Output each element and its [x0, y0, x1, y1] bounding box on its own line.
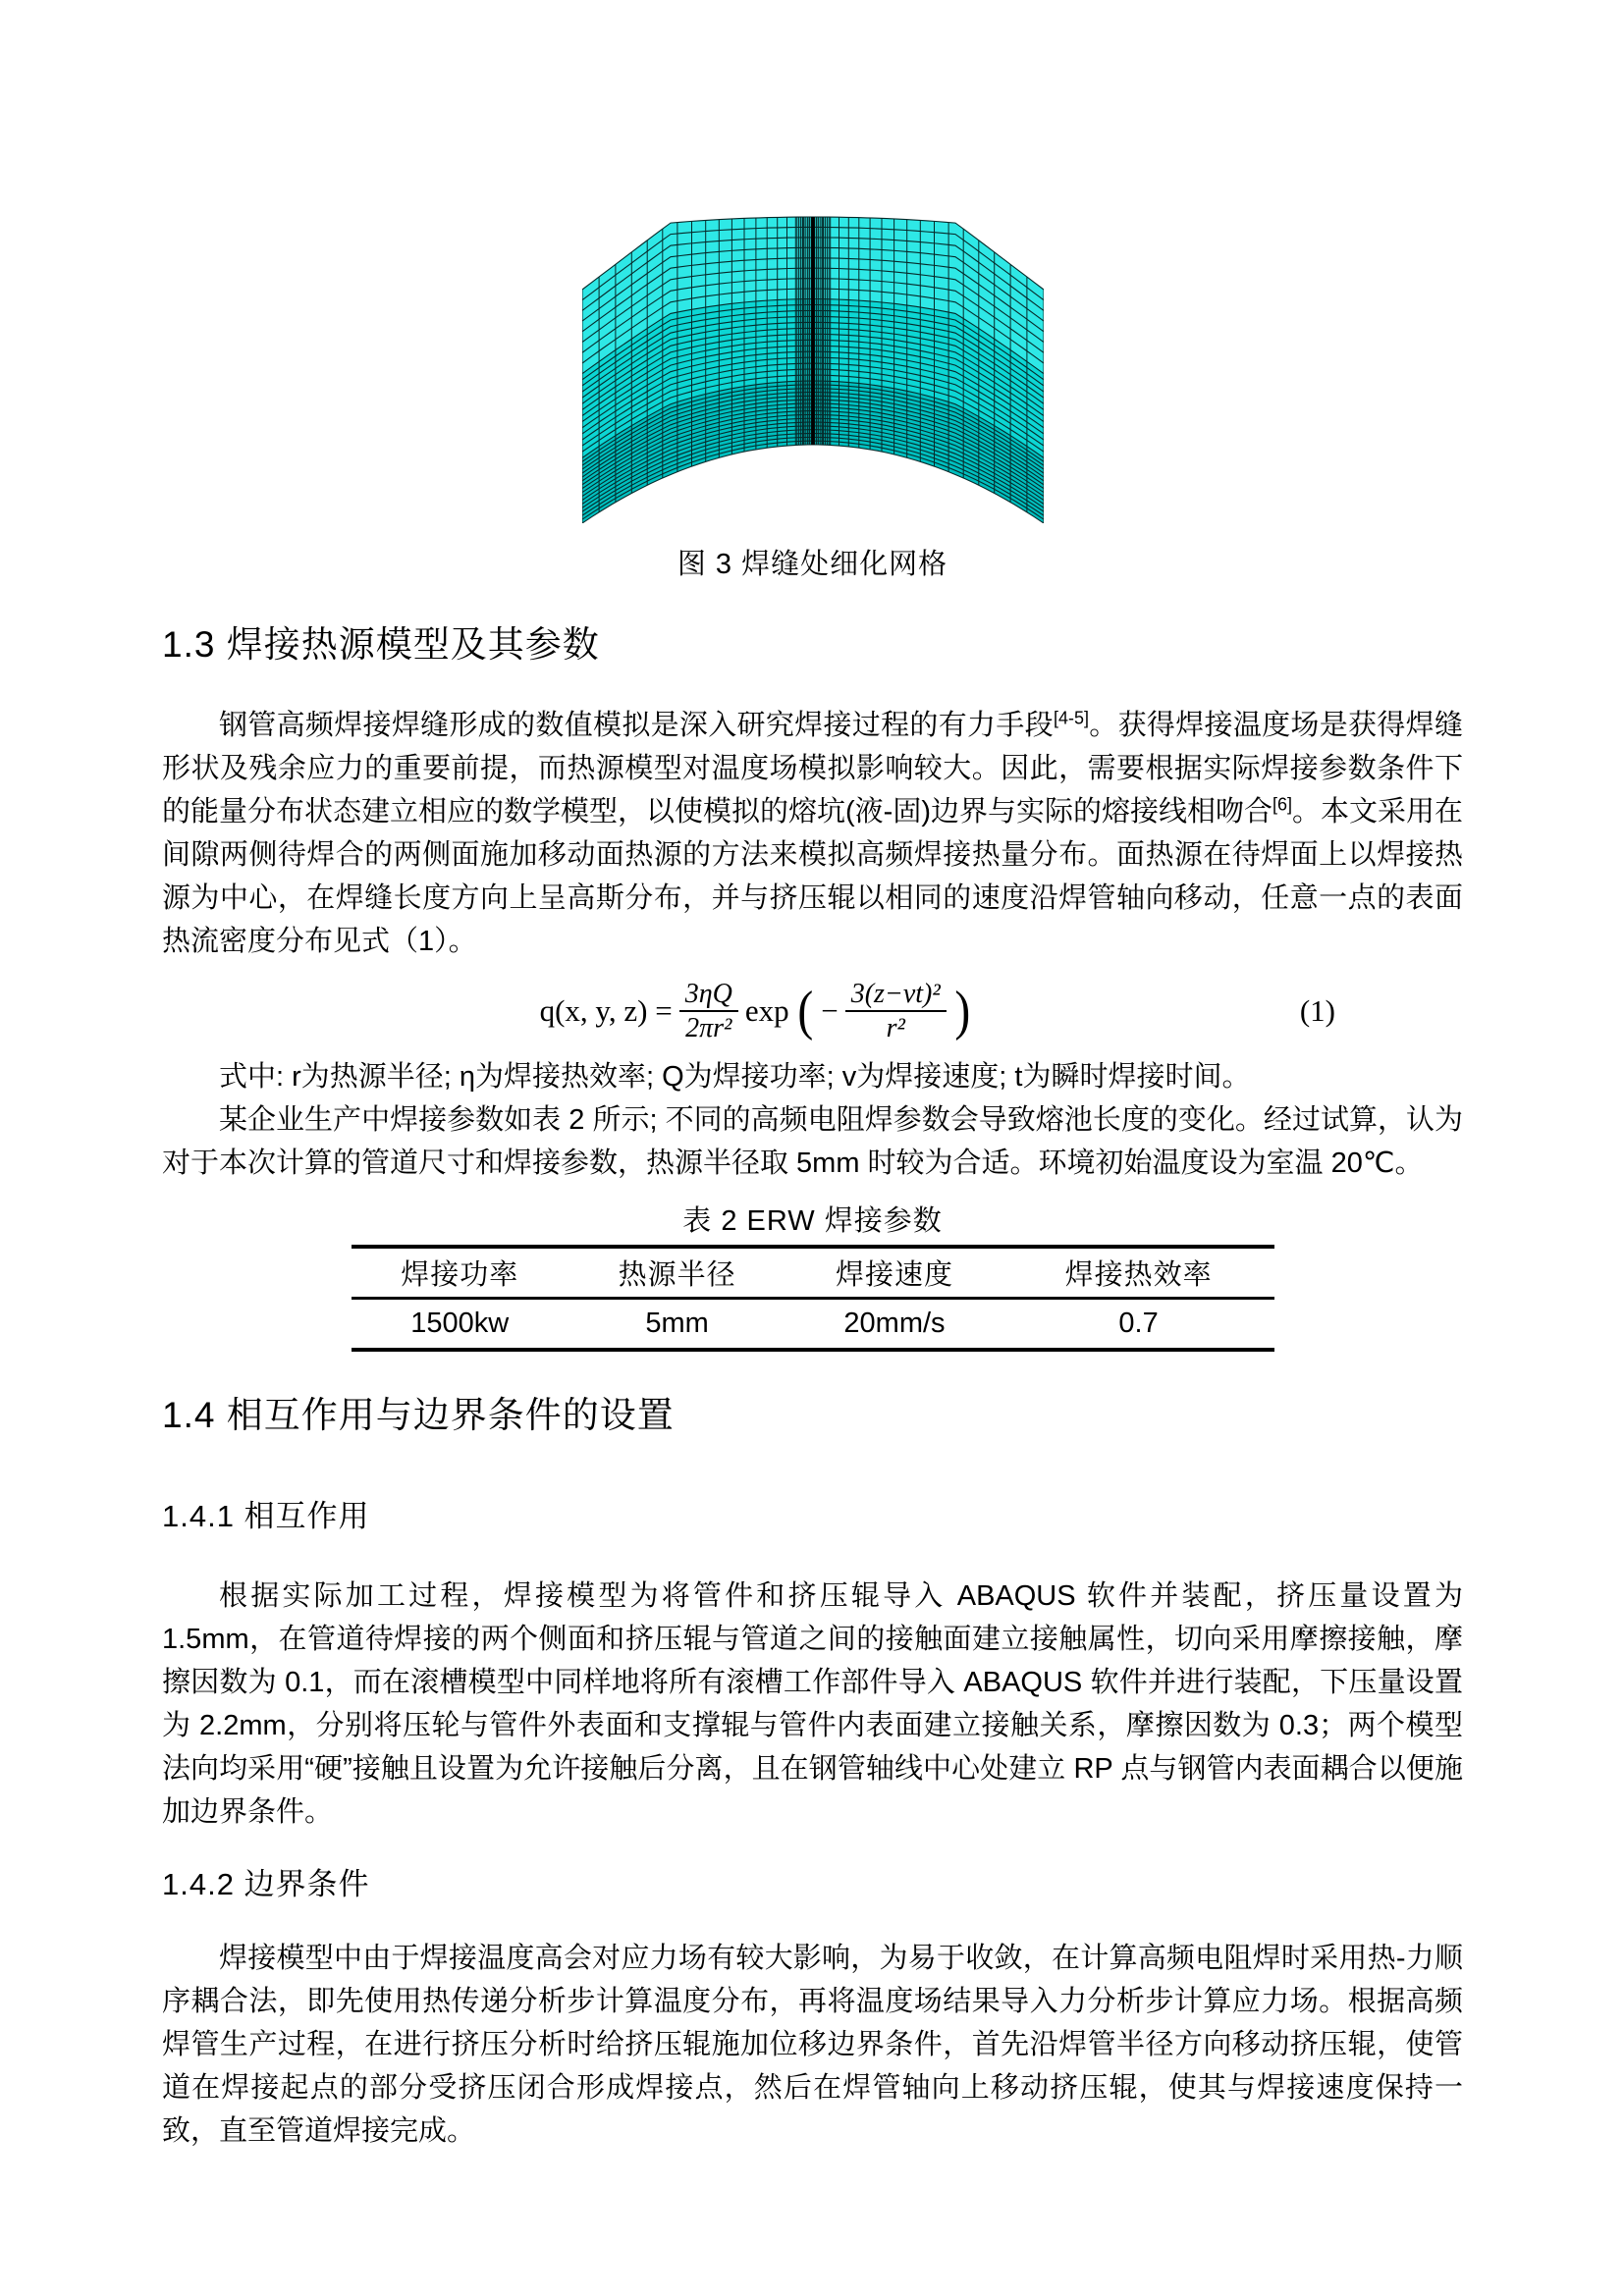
- paragraph-interaction: 根据实际加工过程，焊接模型为将管件和挤压辊导入 ABAQUS 软件并装配，挤压量设置为 1.5mm，在管道待焊接的两个侧面和挤压辊与管道之间的接触面建立接触属性，切向采用摩擦接触，摩擦因数为 0.1，而在滚槽模型中同样地将所有滚槽工作部件导入 ABAQUS 软件并进行装配，下压量设置为 2.2mm，分别将压轮与管件外表面和支撑辊与管件内表面建立接触关系，摩擦因数为 0.3；两个模型法向均采用“硬”接触且设置为允许接触后分离，且在钢管轴线中心处建立 RP 点与钢管内表面耦合以便施加边界条件。: [162, 1580, 1463, 1828]
- table-row: [352, 1299, 1274, 1351]
- fraction-denominator: r²: [886, 1013, 905, 1043]
- open-paren: (: [796, 981, 813, 1041]
- fraction-denominator: 2πr²: [685, 1013, 732, 1043]
- table-header-cell: 焊接功率: [352, 1247, 568, 1299]
- figure-3: [162, 0, 1463, 582]
- equation-lhs: q(x, y, z) =: [539, 993, 673, 1028]
- subsection-heading-1-4-2: 1.4.2 边界条件: [162, 1867, 370, 1901]
- table-header-cell: 焊接速度: [785, 1247, 1002, 1299]
- fraction-numerator: 3(z−vt)²: [845, 979, 947, 1012]
- paragraph-welding-params: 某企业生产中焊接参数如表 2 所示; 不同的高频电阻焊参数会导致熔池长度的变化。经过试算，认为对于本次计算的管道尺寸和焊接参数，热源半径取 5mm 时较为合适。环境初始温度设为室温 20℃。: [162, 1104, 1463, 1179]
- table-cell: 20mm/s: [843, 1308, 946, 1339]
- welding-parameters-table: [352, 1245, 1274, 1352]
- section-heading-1-4: 1.4 相互作用与边界条件的设置: [162, 1395, 675, 1435]
- table-cell: 5mm: [645, 1308, 709, 1339]
- subsection-heading-1-4-1: 1.4.1 相互作用: [162, 1499, 370, 1533]
- figure-caption: 图 3 焊缝处细化网格: [677, 549, 948, 580]
- paragraph-boundary-conditions: 焊接模型中由于焊接温度高会对应力场有较大影响，为易于收敛，在计算高频电阻焊时采用热-力顺序耦合法，即先使用热传递分析步计算温度分布，再将温度场结果导入力分析步计算应力场。根据高频焊管生产过程，在进行挤压分析时给挤压辊施加位移边界条件，首先沿焊管半径方向移动挤压辊，使管道在焊接起点的部分受挤压闭合形成焊接点，然后在焊管轴向上移动挤压辊，使其与焊接速度保持一致，直至管道焊接完成。: [162, 1943, 1463, 2147]
- equation-number: (1): [1299, 993, 1335, 1028]
- citation-4-5: [4-5]: [1053, 708, 1089, 728]
- equation-formula: [540, 979, 972, 1044]
- minus-sign: −: [821, 993, 839, 1028]
- table-header-cell: 焊接热效率: [1003, 1247, 1274, 1299]
- section-heading-1-3: 1.3 焊接热源模型及其参数: [162, 624, 600, 665]
- equation-fraction-1: [679, 979, 738, 1044]
- table-caption: 表 2 ERW 焊接参数: [682, 1205, 943, 1237]
- exp-operator: exp: [744, 993, 789, 1028]
- paragraph-text: 。本文采用在间隙两侧待焊合的两侧面施加移动面热源的方法来模拟高频焊接热量分布。面热源在待焊面上以焊接热源为中心，在焊缝长度方向上呈高斯分布，并与挤压辊以相同的速度沿焊管轴向移动，任意一点的表面热流密度分布见式（1）。: [162, 796, 1464, 957]
- equation-where-clause: 式中: r为热源半径; η为焊接热效率; Q为焊接功率; v为焊接速度; t为瞬时焊接时间。: [219, 1061, 1251, 1093]
- close-paren: ): [954, 981, 971, 1041]
- table-cell: 0.7: [1118, 1308, 1159, 1339]
- table-header-cell: 热源半径: [568, 1247, 785, 1299]
- equation-fraction-2: [845, 979, 947, 1044]
- paragraph-text: 钢管高频焊接焊缝形成的数值模拟是深入研究焊接过程的有力手段: [219, 710, 1054, 741]
- table-header-row: [352, 1247, 1274, 1299]
- equation-1: [162, 969, 1463, 1053]
- paragraph-text: 。获得焊接温度场是获得焊缝形状及残余应力的重要前提，而热源模型对温度场模拟影响较大。因此，需要根据实际焊接参数条件下的能量分布状态建立相应的数学模型，以使模拟的熔坑(液-固)边界与实际的熔接线相吻合: [162, 710, 1463, 828]
- weld-mesh-figure-image: [582, 211, 1044, 523]
- citation-6: [6]: [1272, 794, 1292, 815]
- paragraph-heat-source: [162, 704, 1463, 963]
- fraction-numerator: 3ηQ: [679, 979, 738, 1012]
- table-cell: 1500kw: [410, 1308, 510, 1339]
